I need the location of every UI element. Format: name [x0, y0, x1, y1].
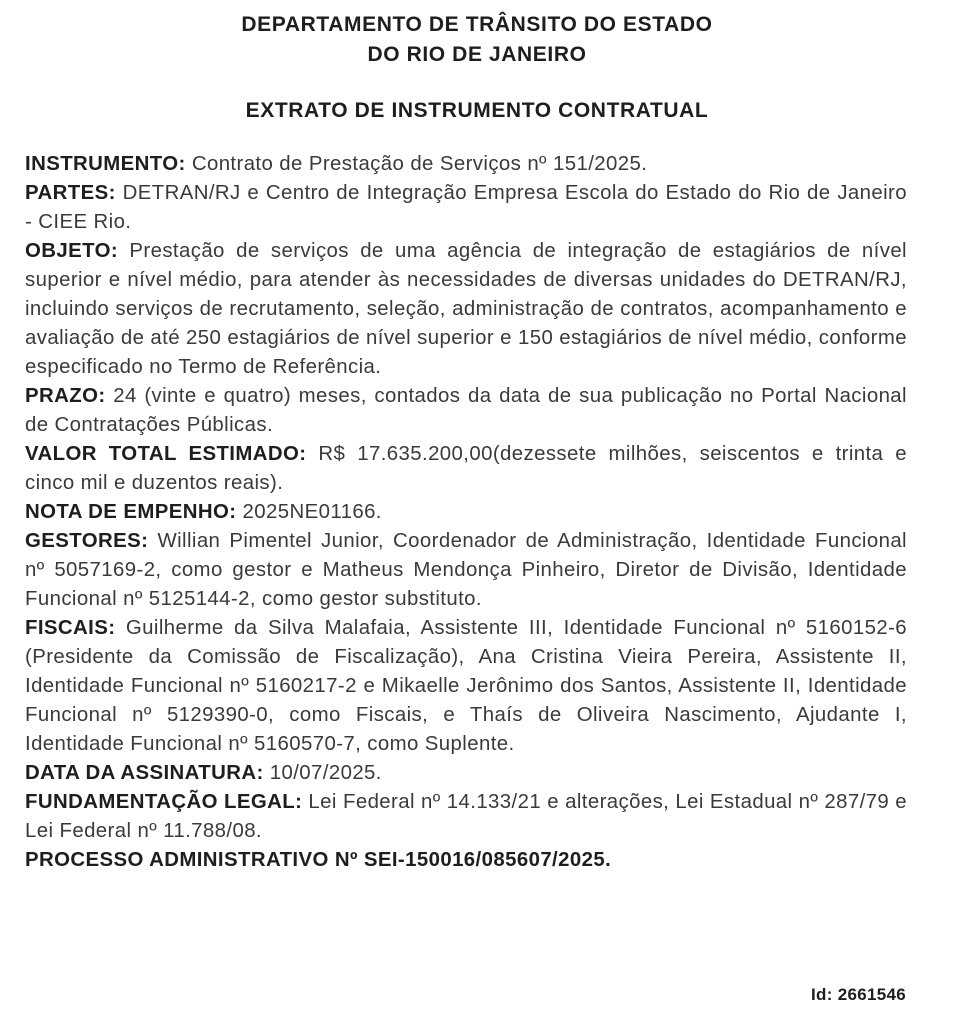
field-text: Contrato de Prestação de Serviços nº 151/2025. — [191, 153, 648, 175]
header-line-1: DEPARTAMENTO DE TRÂNSITO DO ESTADO — [241, 13, 713, 36]
field-data-assinatura — [25, 759, 907, 788]
field-label: FISCAIS: — [25, 617, 116, 639]
field-text: 10/07/2025. — [269, 762, 382, 784]
extract-body — [25, 150, 907, 875]
field-fundamentacao-legal — [25, 788, 907, 846]
field-label: VALOR TOTAL ESTIMADO: — [25, 443, 307, 465]
field-fiscais — [25, 614, 907, 759]
field-objeto — [25, 237, 907, 382]
field-valor-total — [25, 440, 907, 498]
field-prazo — [25, 382, 907, 440]
field-label: PRAZO: — [25, 385, 106, 407]
field-partes — [25, 179, 907, 237]
field-text: Prestação de serviços de uma agência de integração de estagiários de nível superior e nível médio, para atender às necessidades de diversas unidades do DETRAN/RJ, incluindo serviços de recrutamento, seleção, administração de contratos, acompanhamento e avaliação de até 250 estagiários de nível superior e 150 estagiários de nível médio, conforme especificado no Termo de Referência. — [25, 240, 907, 378]
field-label: DATA DA ASSINATURA: — [25, 762, 264, 784]
field-text: R$ 17.635.200,00(dezessete milhões, seiscentos e trinta e cinco mil e duzentos reais). — [25, 443, 907, 494]
field-label: FUNDAMENTAÇÃO LEGAL: — [25, 791, 303, 813]
field-text: Willian Pimentel Junior, Coordenador de Administração, Identidade Funcional nº 5057169-2, como gestor e Matheus Mendonça Pinheiro, Diretor de Divisão, Identidade Funcional nº 5125144-2, como gestor substituto. — [25, 530, 907, 610]
field-label: PARTES: — [25, 182, 116, 204]
field-gestores — [25, 527, 907, 614]
field-text: 24 (vinte e quatro) meses, contados da data de sua publicação no Portal Nacional de Contratações Públicas. — [25, 385, 907, 436]
process-number: PROCESSO ADMINISTRATIVO Nº SEI-150016/085607/2025. — [25, 849, 612, 871]
field-text: 2025NE01166. — [242, 501, 382, 523]
field-label: INSTRUMENTO: — [25, 153, 186, 175]
extract-title: EXTRATO DE INSTRUMENTO CONTRATUAL — [245, 99, 709, 122]
department-header — [25, 10, 907, 70]
field-label: OBJETO: — [25, 240, 119, 262]
header-line-2: DO RIO DE JANEIRO — [367, 43, 587, 66]
field-instrumento — [25, 150, 907, 179]
field-text: Guilherme da Silva Malafaia, Assistente III, Identidade Funcional nº 5160152-6 (Presidente da Comissão de Fiscalização), Ana Cristina Vieira Pereira, Assistente II, Identidade Funcional nº 5160217-2 e Mikaelle Jerônimo dos Santos, Assistente II, Identidade Funcional nº 5129390-0, como Fiscais, e Thaís de Oliveira Nascimento, Ajudante I, Identidade Funcional nº 5160570-7, como Suplente. — [25, 617, 907, 755]
field-nota-empenho — [25, 498, 907, 527]
field-label: NOTA DE EMPENHO: — [25, 501, 237, 523]
field-text: DETRAN/RJ e Centro de Integração Empresa Escola do Estado do Rio de Janeiro - CIEE Rio. — [25, 182, 907, 233]
document-id: Id: 2661546 — [811, 985, 906, 1004]
field-text: Lei Federal nº 14.133/21 e alterações, Lei Estadual nº 287/79 e Lei Federal nº 11.788/08. — [25, 791, 907, 842]
field-label: GESTORES: — [25, 530, 149, 552]
